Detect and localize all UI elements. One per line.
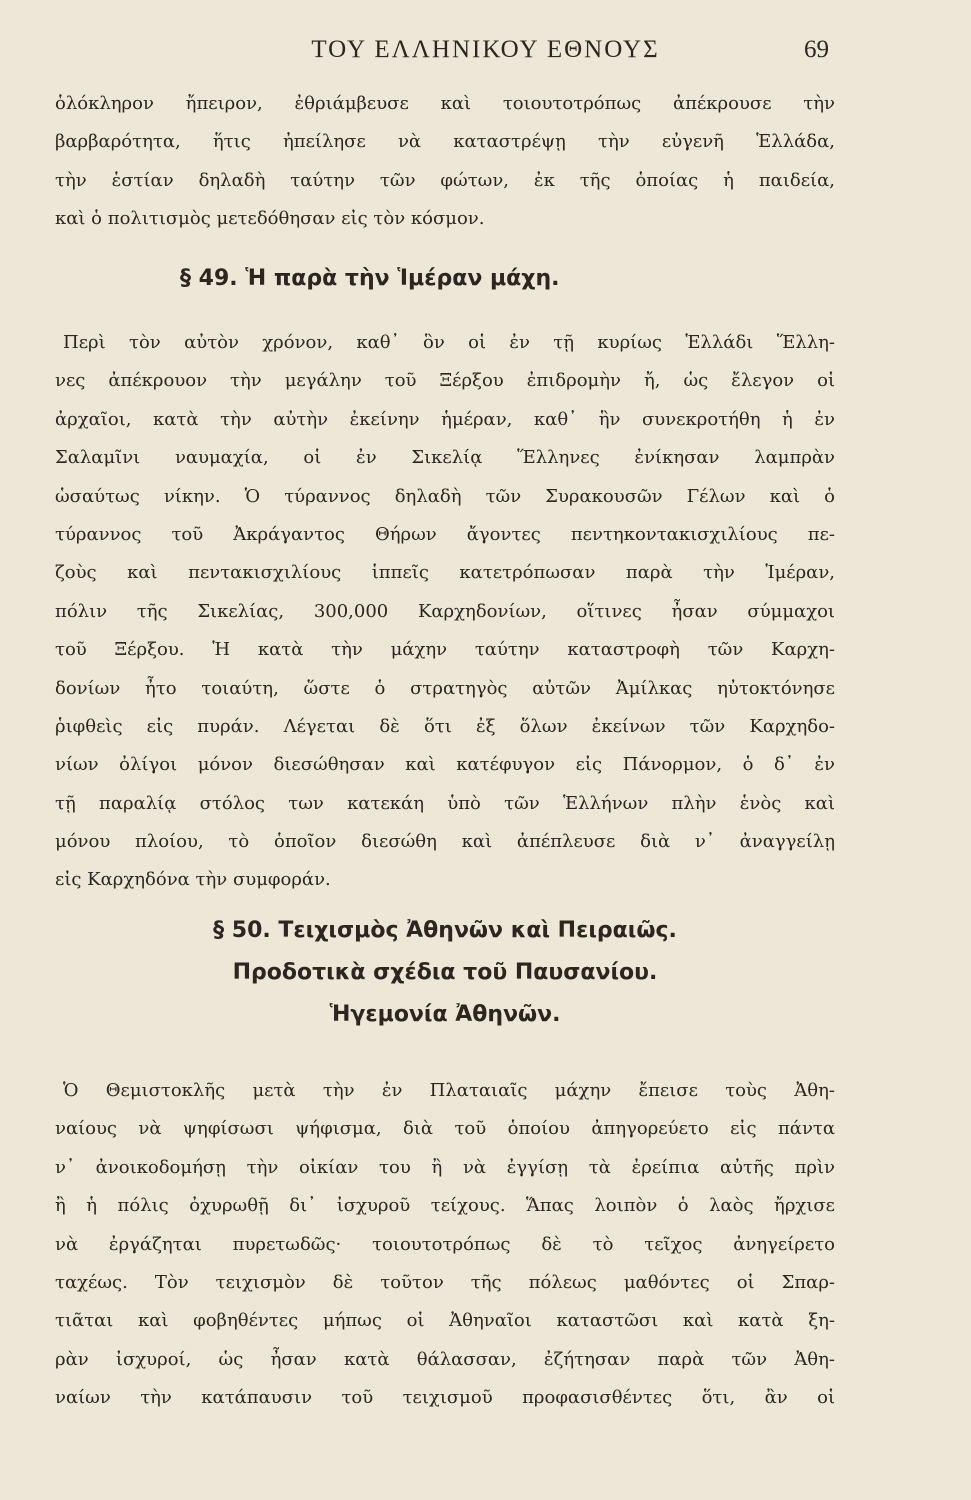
text-line: ταχέως. Τὸν τειχισμὸν δὲ τοῦτον τῆς πόλεως μαθόντες οἱ Σπαρ-: [55, 1271, 835, 1293]
text-line: εἰς Καρχηδόνα τὴν συμφοράν.: [55, 869, 331, 891]
text-line: ἢ ἡ πόλις ὀχυρωθῇ δι᾽ ἰσχυροῦ τείχους. Ἅπας λοιπὸν ὁ λαὸς ἤρχισε: [55, 1195, 835, 1217]
text-line: Σαλαμῖνι ναυμαχία, οἱ ἐν Σικελίᾳ Ἕλληνες ἐνίκησαν λαμπρὰν: [55, 447, 835, 469]
text-line: νὰ ἐργάζηται πυρετωδῶς· τοιουτοτρόπως δὲ τὸ τεῖχος ἀνηγείρετο: [55, 1233, 835, 1255]
text-line: δονίων ἦτο τοιαύτη, ὥστε ὁ στρατηγὸς αὐτῶν Ἀμίλκας ηὐτοκτόνησε: [55, 677, 835, 699]
text-line: ν᾽ ἀνοικοδομήσῃ τὴν οἰκίαν του ἢ νὰ ἐγγίσῃ τὰ ἐρείπια αὐτῆς πρὶν: [55, 1156, 835, 1178]
section-50-heading-line: Ἡγεμονία Ἀθηνῶν.: [329, 1002, 561, 1027]
text-line: τῇ παραλίᾳ στόλος των κατεκάη ὑπὸ τῶν Ἑλλήνων πλὴν ἑνὸς καὶ: [55, 792, 835, 814]
text-line: ῥιφθεὶς εἰς πυράν. Λέγεται δὲ ὅτι ἐξ ὅλων ἐκείνων τῶν Καρχηδο-: [55, 715, 835, 737]
section-50-paragraph: [55, 1072, 835, 1418]
text-line: τοῦ Ξέρξου. Ἡ κατὰ τὴν μάχην ταύτην καταστροφὴ τῶν Καρχη-: [55, 639, 835, 661]
text-line: ρὰν ἰσχυροί, ὡς ἦσαν κατὰ θάλασσαν, ἐζήτησαν παρὰ τῶν Ἀθη-: [55, 1348, 835, 1370]
text-line: πόλιν τῆς Σικελίας, 300,000 Καρχηδονίων, οἵτινες ἦσαν σύμμαχοι: [55, 600, 835, 622]
page-number: 69: [804, 36, 829, 63]
section-50-heading-line: Προδοτικὰ σχέδια τοῦ Παυσανίου.: [232, 960, 658, 985]
text-line: Περὶ τὸν αὐτὸν χρόνον, καθ᾽ ὃν οἱ ἐν τῇ κυρίως Ἑλλάδι Ἕλλη-: [63, 332, 835, 353]
section-49-paragraph: [55, 324, 835, 900]
text-line: καὶ ὁ πολιτισμὸς μετεδόθησαν εἰς τὸν κόσμον.: [55, 208, 485, 230]
text-line: ὡσαύτως νίκην. Ὁ τύραννος δηλαδὴ τῶν Συρακουσῶν Γέλων καὶ ὁ: [55, 485, 835, 507]
section-50-heading-line: § 50. Τειχισμὸς Ἀθηνῶν καὶ Πειραιῶς.: [213, 918, 677, 943]
text-line: Ὁ Θεμιστοκλῆς μετὰ τὴν ἐν Πλαταιαῖς μάχην ἔπεισε τοὺς Ἀθη-: [63, 1080, 835, 1101]
text-line: ὁλόκληρον ἤπειρον, ἐθριάμβευσε καὶ τοιουτοτρόπως ἀπέκρουσε τὴν: [55, 93, 835, 114]
text-line: τιᾶται καὶ φοβηθέντες μήπως οἱ Ἀθηναῖοι καταστῶσι καὶ κατὰ ξη-: [55, 1310, 835, 1332]
text-line: ζοὺς καὶ πεντακισχιλίους ἱππεῖς κατετρόπωσαν παρὰ τὴν Ἱμέραν,: [55, 562, 835, 584]
text-line: ναίους νὰ ψηφίσωσι ψήφισμα, διὰ τοῦ ὁποίου ἀπηγορεύετο εἰς πάντα: [55, 1118, 835, 1140]
intro-paragraph: [55, 85, 835, 239]
running-head: [60, 36, 911, 70]
text-line: τύραννος τοῦ Ἀκράγαντος Θήρων ἄγοντες πεντηκοντακισχιλίους πε-: [55, 523, 835, 545]
text-line: νίων ὀλίγοι μόνον διεσώθησαν καὶ κατέφυγον εἰς Πάνορμον, ὁ δ᾽ ἐν: [55, 754, 835, 776]
text-line: τὴν ἑστίαν δηλαδὴ ταύτην τῶν φώτων, ἐκ τῆς ὁποίας ἡ παιδεία,: [55, 169, 835, 191]
text-line: μόνου πλοίου, τὸ ὁποῖον διεσώθη καὶ ἀπέπλευσε διὰ ν᾽ ἀναγγείλῃ: [55, 831, 835, 853]
text-line: ναίων τὴν κατάπαυσιν τοῦ τειχισμοῦ προφασισθέντες ὅτι, ἂν οἱ: [55, 1387, 835, 1409]
running-title: ΤΟΥ ΕΛΛΗΝΙΚΟΥ ΕΘΝΟΥΣ: [311, 36, 660, 63]
text-line: νες ἀπέκρουον τὴν μεγάλην τοῦ Ξέρξου ἐπιδρομὴν ἤ, ὡς ἔλεγον οἱ: [55, 370, 835, 392]
text-line: βαρβαρότητα, ἥτις ἠπείλησε νὰ καταστρέψῃ τὴν εὐγενῆ Ἑλλάδα,: [55, 131, 835, 153]
section-49-heading: § 49. Ἡ παρὰ τὴν Ἱμέραν μάχη.: [180, 266, 560, 291]
section-50-heading: [55, 910, 835, 1036]
text-line: ἀρχαῖοι, κατὰ τὴν αὐτὴν ἐκείνην ἡμέραν, καθ᾽ ἣν συνεκροτήθη ἡ ἐν: [55, 408, 835, 430]
